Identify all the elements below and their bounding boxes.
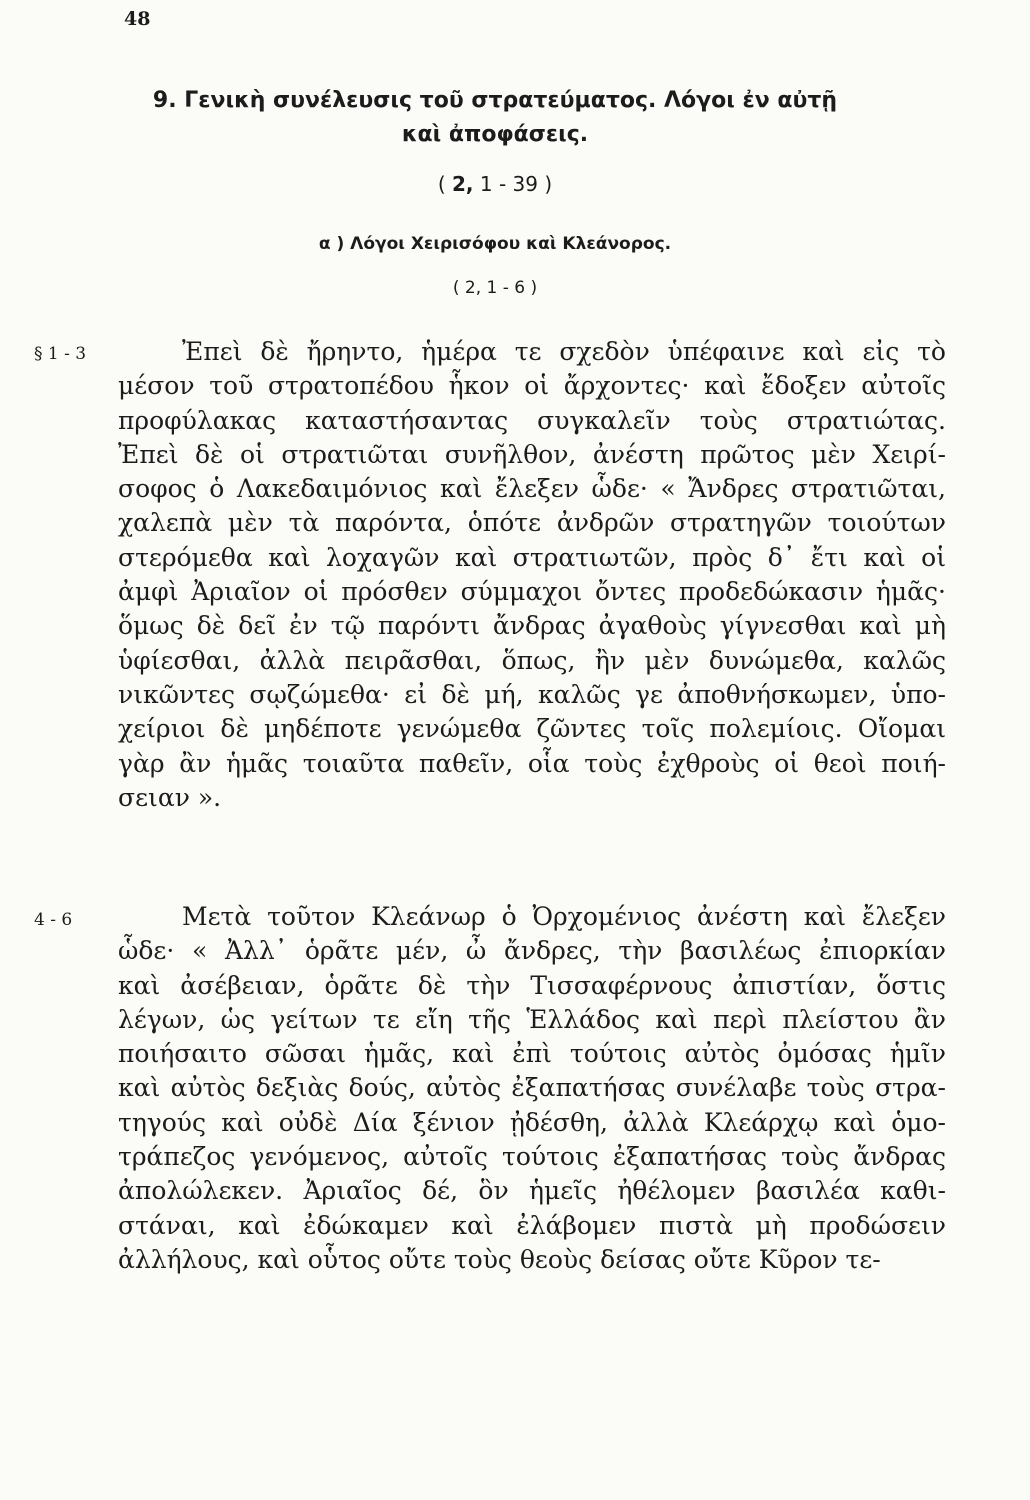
text-line: καὶ ἀσέβειαν, ὁρᾶτε δὲ τὴν Τισσαφέρνους ἀπιστίαν, ὅστις — [118, 970, 946, 1000]
text-line: ἀλλήλους, καὶ οὗτος οὔτε τοὺς θεοὺς δείσας οὔτε Κῦρον τε- — [118, 1244, 881, 1274]
text-line: ποιήσαιτο σῶσαι ἡμᾶς, καὶ ἐπὶ τούτοις αὐτὸς ὀμόσας ἡμῖν — [118, 1039, 946, 1069]
chapter-title — [150, 84, 840, 152]
text-line: Μετὰ τοῦτον Κλεάνωρ ὁ Ὀρχομένιος ἀνέστη καὶ ἔλεξεν — [182, 902, 946, 931]
text-line: ὧδε· « Ἀλλ᾽ ὁρᾶτε μέν, ὦ ἄνδρες, τὴν βασιλέως ἐπιορκίαν — [118, 936, 946, 966]
text-line: νικῶντες σῳζώμεθα· εἰ δὲ μή, καλῶς γε ἀποθνήσκωμεν, ὑπο- — [118, 679, 946, 709]
text-line: ἀμφὶ Ἀριαῖον οἱ πρόσθεν σύμμαχοι ὄντες προδεδώκασιν ἡμᾶς· — [118, 577, 946, 607]
margin-reference-2: 4 - 6 — [34, 910, 73, 930]
text-line: χαλεπὰ μὲν τὰ παρόντα, ὁπότε ἀνδρῶν στρατηγῶν τοιούτων — [118, 508, 946, 538]
text-line: ὅμως δὲ δεῖ ἐν τῷ παρόντι ἄνδρας ἀγαθοὺς γίγνεσθαι καὶ μὴ — [118, 611, 946, 641]
text-line: τηγούς καὶ οὐδὲ Δία ξένιον ᾐδέσθη, ἀλλὰ Κλεάρχῳ καὶ ὁμο- — [118, 1107, 946, 1137]
chapter-ref-book: 2, — [452, 172, 474, 196]
text-line: μέσον τοῦ στρατοπέδου ἧκον οἱ ἄρχοντες· καὶ ἔδοξεν αὐτοῖς — [118, 371, 946, 401]
text-line: λέγων, ὡς γείτων τε εἴη τῆς Ἑλλάδος καὶ περὶ πλείστου ἂν — [118, 1004, 946, 1034]
text-line: σειαν ». — [118, 782, 222, 812]
text-line: σοφος ὁ Λακεδαιμόνιος καὶ ἔλεξεν ὧδε· « Ἄνδρες στρατιῶται, — [118, 474, 946, 504]
chapter-ref-range: 1 - 39 — [479, 172, 538, 196]
text-line: ὑφίεσθαι, ἀλλὰ πειρᾶσθαι, ὅπως, ἢν μὲν δυνώμεθα, καλῶς — [118, 645, 946, 675]
text-line: Ἐπεὶ δὲ οἱ στρατιῶται συνῆλθον, ἀνέστη πρῶτος μὲν Χειρί- — [118, 439, 946, 469]
section-title: α ) Λόγοι Χειρισόφου καὶ Κλεάνορος. — [318, 234, 672, 254]
text-line: στερόμεθα καὶ λοχαγῶν καὶ στρατιωτῶν, πρὸς δ᾽ ἔτι καὶ οἱ — [118, 542, 946, 572]
chapter-title-line-2: καὶ ἀποφάσεις. — [401, 122, 589, 147]
text-line: γὰρ ἂν ἡμᾶς τοιαῦτα παθεῖν, οἷα τοὺς ἐχθροὺς οἱ θεοὶ ποιή- — [118, 748, 946, 778]
text-line: προφύλακας καταστήσαντας συγκαλεῖν τοὺς στρατιώτας. — [118, 405, 946, 435]
text-line: στάναι, καὶ ἐδώκαμεν καὶ ἐλάβομεν πιστὰ μὴ προδώσειν — [118, 1210, 946, 1240]
text-line: Ἐπεὶ δὲ ἤρηντο, ἡμέρα τε σχεδὸν ὑπέφαινε καὶ εἰς τὸ — [182, 337, 946, 366]
margin-reference-1: § 1 - 3 — [34, 344, 87, 364]
text-line: ἀπολώλεκεν. Ἀριαῖος δέ, ὃν ἡμεῖς ἠθέλομεν βασιλέα καθι- — [118, 1176, 946, 1206]
text-line: καὶ αὐτὸς δεξιὰς δούς, αὐτὸς ἐξαπατήσας συνέλαβε τοὺς στρα- — [118, 1073, 946, 1103]
chapter-reference: ( 2, 1 - 39 ) — [437, 172, 553, 196]
page-number: 48 — [124, 8, 151, 30]
section-reference: ( 2, 1 - 6 ) — [452, 278, 538, 298]
text-line: χείριοι δὲ μηδέποτε γενώμεθα ζῶντες τοῖς πολεμίοις. Οἴομαι — [118, 714, 946, 744]
chapter-title-line-1: 9. Γενικὴ συνέλευσις τοῦ στρατεύματος. Λόγοι ἐν αὐτῇ — [152, 88, 838, 113]
text-line: τράπεζος γενόμενος, αὐτοῖς τούτοις ἐξαπατήσας τοὺς ἄνδρας — [118, 1142, 946, 1172]
paragraph-2 — [118, 900, 946, 1277]
paragraph-1 — [118, 335, 946, 815]
